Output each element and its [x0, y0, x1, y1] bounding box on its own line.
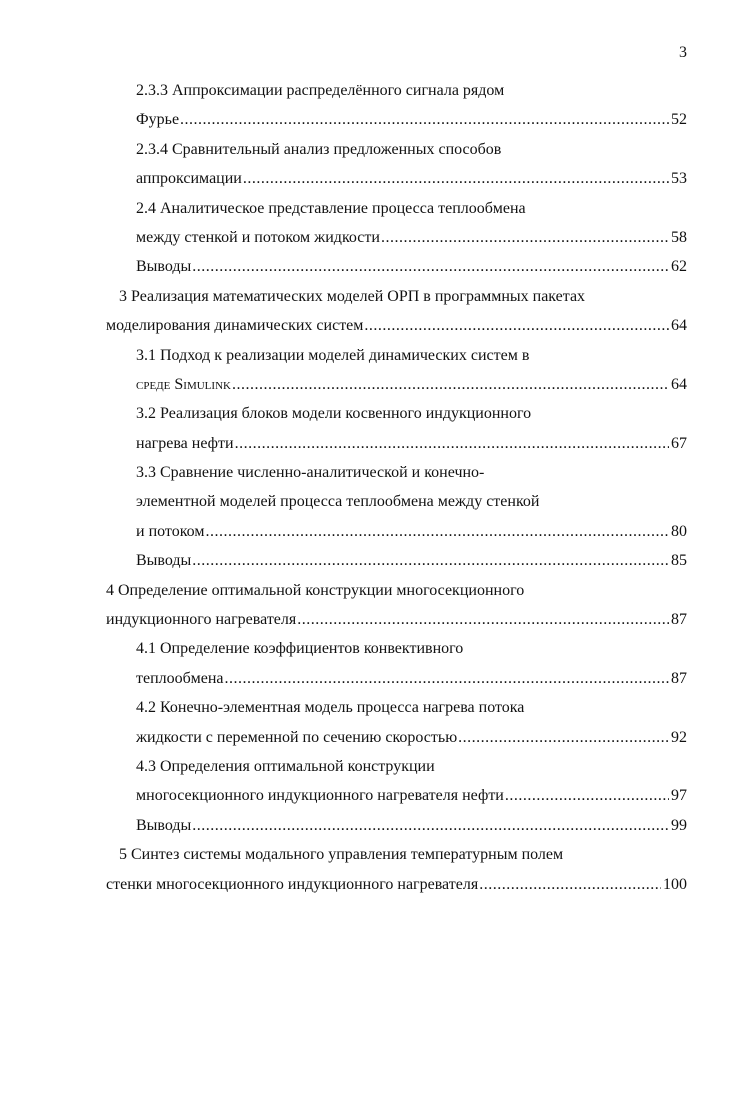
- toc-entry-chapter-4: [0, 576, 733, 635]
- dot-leader: [232, 370, 669, 399]
- toc-page-number: 64: [671, 317, 687, 335]
- toc-entry-text: индукционного нагревателя: [106, 611, 297, 629]
- dot-leader: [205, 517, 669, 546]
- toc-entry-text: элементной моделей процесса теплообмена между стенкой: [136, 493, 540, 511]
- toc-page-number: 52: [671, 111, 687, 129]
- toc-page-number: 92: [671, 728, 687, 746]
- toc-entry-leader-line: [0, 781, 733, 810]
- dot-leader: [458, 723, 669, 752]
- toc-entry-2-4: [0, 194, 733, 253]
- dot-leader: [297, 605, 669, 634]
- toc-entry-conclusions-4: [0, 811, 733, 840]
- toc-entry-text: Выводы: [136, 816, 192, 834]
- toc-entry-leader-line: [0, 311, 733, 340]
- toc-entry-text: 2.4 Аналитическое представление процесса теплообмена: [136, 199, 526, 217]
- toc-entry-leader-line: [0, 252, 733, 281]
- dot-leader: [192, 546, 669, 575]
- toc-entry-leader-line: [0, 429, 733, 458]
- toc-entry-conclusions-3: [0, 546, 733, 575]
- dot-leader: [192, 811, 669, 840]
- toc-entry-leader-line: [0, 517, 733, 546]
- toc-entry-text: моделирования динамических систем: [106, 317, 364, 335]
- toc-entry-text: нагрева нефти: [136, 434, 234, 452]
- dot-leader: [381, 223, 669, 252]
- toc-page-number: 53: [671, 170, 687, 188]
- toc-entry-text: Фурье: [136, 111, 180, 129]
- toc-entry-text: Выводы: [136, 552, 192, 570]
- toc-entry-leader-line: [0, 370, 733, 399]
- dot-leader: [180, 105, 669, 134]
- toc-page-number: 97: [671, 787, 687, 805]
- toc-entry-4-2: [0, 693, 733, 752]
- toc-entry-text: и потоком: [136, 522, 205, 540]
- toc-page-number: 64: [671, 375, 687, 393]
- toc-entry-4-1: [0, 634, 733, 693]
- toc-entry-text: 3 Реализация математических моделей ОРП в программных пакетах: [119, 287, 586, 305]
- toc-entry-leader-line: [0, 164, 733, 193]
- toc-page-number: 62: [671, 258, 687, 276]
- table-of-contents: [0, 76, 733, 899]
- dot-leader: [505, 781, 669, 810]
- toc-entry-leader-line: [0, 811, 733, 840]
- toc-entry-text: 2.3.4 Сравнительный анализ предложенных способов: [136, 140, 502, 158]
- toc-entry-leader-line: [0, 223, 733, 252]
- toc-entry-3-3: [0, 458, 733, 546]
- toc-entry-leader-line: [0, 605, 733, 634]
- toc-entry-text: жидкости с переменной по сечению скоростью: [136, 728, 458, 746]
- toc-entry-text: 3.1 Подход к реализации моделей динамических систем в: [136, 346, 530, 364]
- toc-entry-leader-line: [0, 723, 733, 752]
- toc-entry-4-3: [0, 752, 733, 811]
- toc-entry-text: 4.2 Конечно-элементная модель процесса нагрева потока: [136, 699, 525, 717]
- toc-entry-text: между стенкой и потоком жидкости: [136, 228, 380, 246]
- toc-entry-2-3-4: [0, 135, 733, 194]
- toc-page-number: 58: [671, 228, 687, 246]
- toc-entry-text: среде Simulink: [136, 375, 231, 393]
- toc-entry-text: 4.1 Определение коэффициентов конвективного: [136, 640, 464, 658]
- toc-entry-chapter-3: [0, 282, 733, 341]
- toc-entry-text: 2.3.3 Аппроксимации распределённого сигнала рядом: [136, 82, 505, 99]
- toc-entry-2-3-3: [0, 76, 733, 135]
- toc-page-number: 87: [671, 669, 687, 687]
- page-number: 3: [679, 44, 687, 61]
- toc-entry-text: многосекционного индукционного нагревателя нефти: [136, 787, 504, 805]
- toc-page-number: 100: [663, 875, 687, 893]
- toc-entry-text: 5 Синтез системы модального управления температурным полем: [119, 846, 564, 864]
- toc-entry-leader-line: [0, 105, 733, 134]
- toc-entry-leader-line: [0, 664, 733, 693]
- toc-entry-text: аппроксимации: [136, 170, 242, 188]
- toc-page-number: 67: [671, 434, 687, 452]
- toc-entry-3-2: [0, 399, 733, 458]
- toc-entry-3-1: [0, 341, 733, 400]
- toc-page-number: 80: [671, 522, 687, 540]
- toc-entry-leader-line: [0, 546, 733, 575]
- dot-leader: [235, 429, 669, 458]
- toc-entry-text: 4 Определение оптимальной конструкции многосекционного: [106, 581, 525, 599]
- toc-entry-text: 3.2 Реализация блоков модели косвенного индукционного: [136, 405, 532, 423]
- toc-page-number: 87: [671, 611, 687, 629]
- dot-leader: [243, 164, 669, 193]
- toc-entry-text: стенки многосекционного индукционного нагревателя: [106, 875, 479, 893]
- dot-leader: [479, 870, 661, 899]
- dot-leader: [192, 252, 669, 281]
- toc-entry-conclusions-2: [0, 252, 733, 281]
- toc-entry-text: 4.3 Определения оптимальной конструкции: [136, 757, 435, 775]
- toc-entry-text: 3.3 Сравнение численно-аналитической и конечно-: [136, 464, 485, 482]
- toc-page-number: 99: [671, 816, 687, 834]
- dot-leader: [225, 664, 669, 693]
- toc-entry-text: теплообмена: [136, 669, 224, 687]
- toc-entry-leader-line: [0, 870, 733, 899]
- dot-leader: [364, 311, 669, 340]
- toc-page-number: 85: [671, 552, 687, 570]
- toc-entry-chapter-5: [0, 840, 733, 899]
- toc-entry-text: Выводы: [136, 258, 192, 276]
